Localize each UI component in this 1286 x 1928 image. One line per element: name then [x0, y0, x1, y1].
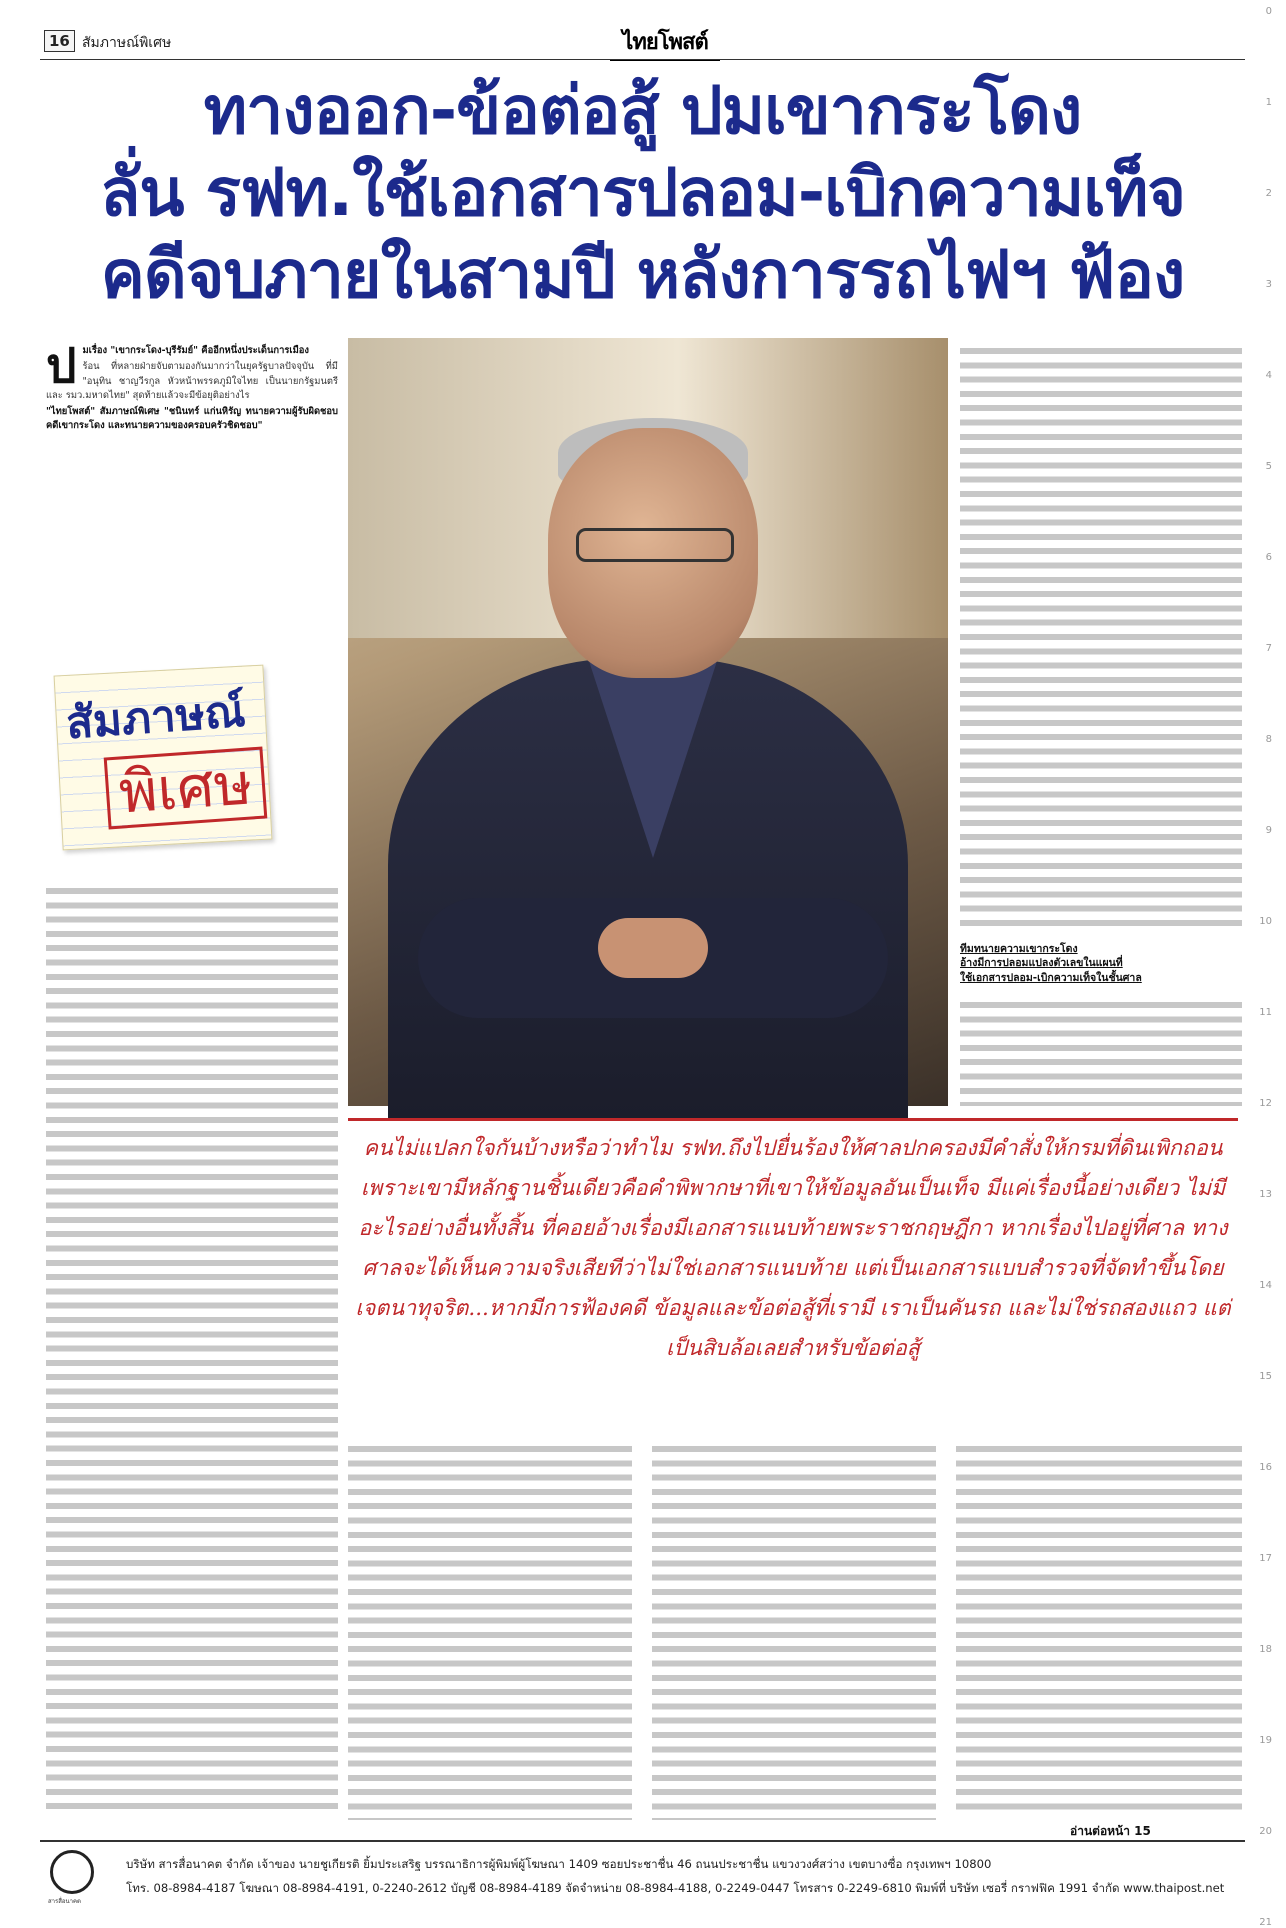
- left-body-column: [46, 884, 338, 1814]
- ruler-tick: 21: [1259, 1917, 1272, 1928]
- bottom-column-3: [956, 1442, 1242, 1814]
- pull-quote-text: คนไม่แปลกใจกันบ้างหรือว่าทำไม รฟท.ถึงไปยื่นร้องให้ศาลปกครองมีคำสั่งให้กรมที่ดินเพิกถอน เพราะเขามีหลักฐานชิ้นเดียวคือคำพิพากษาที่เขาให้ข้อมูลอันเป็นเท็จ มีแค่เรื่องนี้อย่างเดียว ไม่มีอะไรอย่างอื่นทั้งสิ้น ที่คอยอ้างเรื่องมีเอกสารแนบท้ายพระราชกฤษฎีกา หากเรื่องไปอยู่ที่ศาล ทางศาลจะได้เห็นความจริงเสียทีว่าไม่ใช่เอกสารแนบท้าย แต่เป็นเอกสารแบบสำรวจที่จัดทำขึ้นโดยเจตนาทุจริต...หากมีการฟ้องคดี ข้อมูลและข้อต่อสู้ที่เรามี เราเป็นคันรถ และไม่ใช่รถสองแถว แต่เป็นสิบล้อเลยสำหรับข้อต่อสู้: [355, 1136, 1231, 1361]
- ruler-tick: 1: [1265, 97, 1272, 108]
- subhead-line-1: ทีมทนายความเขากระโดง: [960, 943, 1078, 955]
- section-name: สัมภาษณ์พิเศษ: [82, 35, 172, 51]
- page-footer: [40, 1840, 1245, 1907]
- body-text-block: [46, 884, 338, 1814]
- intro-column: [46, 338, 338, 644]
- headline: [40, 70, 1245, 316]
- intro-paragraph-1: ร้อน ที่หลายฝ่ายจับตามองกันมากว่าในยุครัฐบาลปัจจุบัน ที่มี "อนุทิน ชาญวีรกูล หัวหน้าพรรคภูมิใจไทย เป็นนายกรัฐมนตรีและ รมว.มหาดไทย" สุดท้ายแล้วจะมีข้อยุติอย่างไร: [46, 361, 338, 401]
- headline-line-2: ลั่น รฟท.ใช้เอกสารปลอม-เบิกความเท็จ: [99, 154, 1186, 231]
- publisher-logo-icon: [50, 1850, 94, 1894]
- page-header: [40, 22, 1245, 60]
- footer-line-1: บริษัท สารสื่อนาคต จำกัด เจ้าของ นายชูเกียรติ ยิ้มประเสริฐ บรรณาธิการผู้พิมพ์ผู้โฆษณา 1409 ซอยประชาชื่น 46 ถนนประชาชื่น แขวงวงศ์สว่าง เขตบางซื่อ กรุงเทพฯ 10800: [126, 1857, 992, 1871]
- continue-link[interactable]: อ่านต่อหน้า 15: [1070, 1824, 1151, 1838]
- subhead-line-2: อ้างมีการปลอมแปลงตัวเลขในแผนที่: [960, 957, 1123, 970]
- ruler-tick: 7: [1265, 643, 1272, 654]
- photo-hand: [598, 918, 708, 978]
- ruler-tick: 0: [1265, 6, 1272, 17]
- publisher-logo-label: สารสื่อนาคต: [48, 1898, 81, 1905]
- ruler-tick: 6: [1265, 552, 1272, 563]
- ruler-tick: 5: [1265, 461, 1272, 472]
- ruler-tick: 2: [1265, 188, 1272, 199]
- ruler-tick: 15: [1259, 1371, 1272, 1382]
- pull-quote: [348, 1118, 1238, 1428]
- badge-title: สัมภาษณ์: [64, 685, 248, 750]
- interview-badge: [48, 662, 286, 862]
- ruler-tick: 14: [1259, 1280, 1272, 1291]
- ruler-tick: 11: [1259, 1007, 1272, 1018]
- body-text-block: [960, 998, 1242, 1106]
- intro-paragraph-2: "ไทยโพสต์" สัมภาษณ์พิเศษ "ชนินทร์ แก่นหิรัญ ทนายความผู้รับผิดชอบคดีเขากระโดง และทนายความของครอบครัวชิดชอบ": [46, 406, 338, 432]
- body-text-block: [652, 1442, 936, 1820]
- ruler-tick: 17: [1259, 1553, 1272, 1564]
- ruler-tick: 9: [1265, 825, 1272, 836]
- masthead-rule: [610, 60, 720, 61]
- page-number: 16: [44, 30, 75, 52]
- ruler-tick: 19: [1259, 1735, 1272, 1746]
- ruler-tick: 16: [1259, 1462, 1272, 1473]
- ruler-tick: 12: [1259, 1098, 1272, 1109]
- ruler-tick: 13: [1259, 1189, 1272, 1200]
- body-text-block: [960, 344, 1242, 934]
- headline-line-1: ทางออก-ข้อต่อสู้ ปมเขากระโดง: [203, 72, 1082, 149]
- photo-glasses: [576, 528, 734, 562]
- bottom-column-2: [652, 1442, 936, 1820]
- body-text-block: [348, 1442, 632, 1820]
- ruler-tick: 10: [1259, 916, 1272, 927]
- ruler-tick: 4: [1265, 370, 1272, 381]
- badge-subtitle: พิเศษ: [104, 747, 268, 830]
- ruler-tick: 18: [1259, 1644, 1272, 1655]
- subhead-line-3: ใช้เอกสารปลอม-เบิกความเท็จในชั้นศาล: [960, 971, 1142, 984]
- drop-cap: ป: [46, 338, 77, 394]
- ruler-tick: 20: [1259, 1826, 1272, 1837]
- intro-lead: มเรื่อง "เขากระโดง-บุรีรัมย์" คืออีกหนึ่งประเด็นการเมือง: [82, 345, 309, 356]
- newspaper-page: [40, 22, 1245, 1907]
- right-upper-column: [960, 344, 1242, 954]
- headline-line-3: คดีจบภายในสามปี หลังการรถไฟฯ ฟ้อง: [100, 236, 1185, 313]
- masthead-logo: ไทยโพสต์: [622, 29, 708, 55]
- body-text-block: [956, 1442, 1242, 1814]
- ruler-tick: 8: [1265, 734, 1272, 745]
- right-lower-column: [960, 998, 1242, 1108]
- bottom-column-1: [348, 1442, 632, 1820]
- footer-line-2: โทร. 08-8984-4187 โฆษณา 08-8984-4191, 0-2240-2612 บัญชี 08-8984-4189 จัดจำหน่าย 08-8984-4188, 0-2249-0447 โทรสาร 0-2249-6810 พิมพ์ที่ บริษัท เซอรี่ กราฟฟิค 1991 จำกัด www.thaipost.net: [126, 1881, 1225, 1895]
- masthead: [610, 24, 720, 61]
- ruler-tick: 3: [1265, 279, 1272, 290]
- interview-photo: [348, 338, 948, 1106]
- page-ruler: [1252, 0, 1286, 1928]
